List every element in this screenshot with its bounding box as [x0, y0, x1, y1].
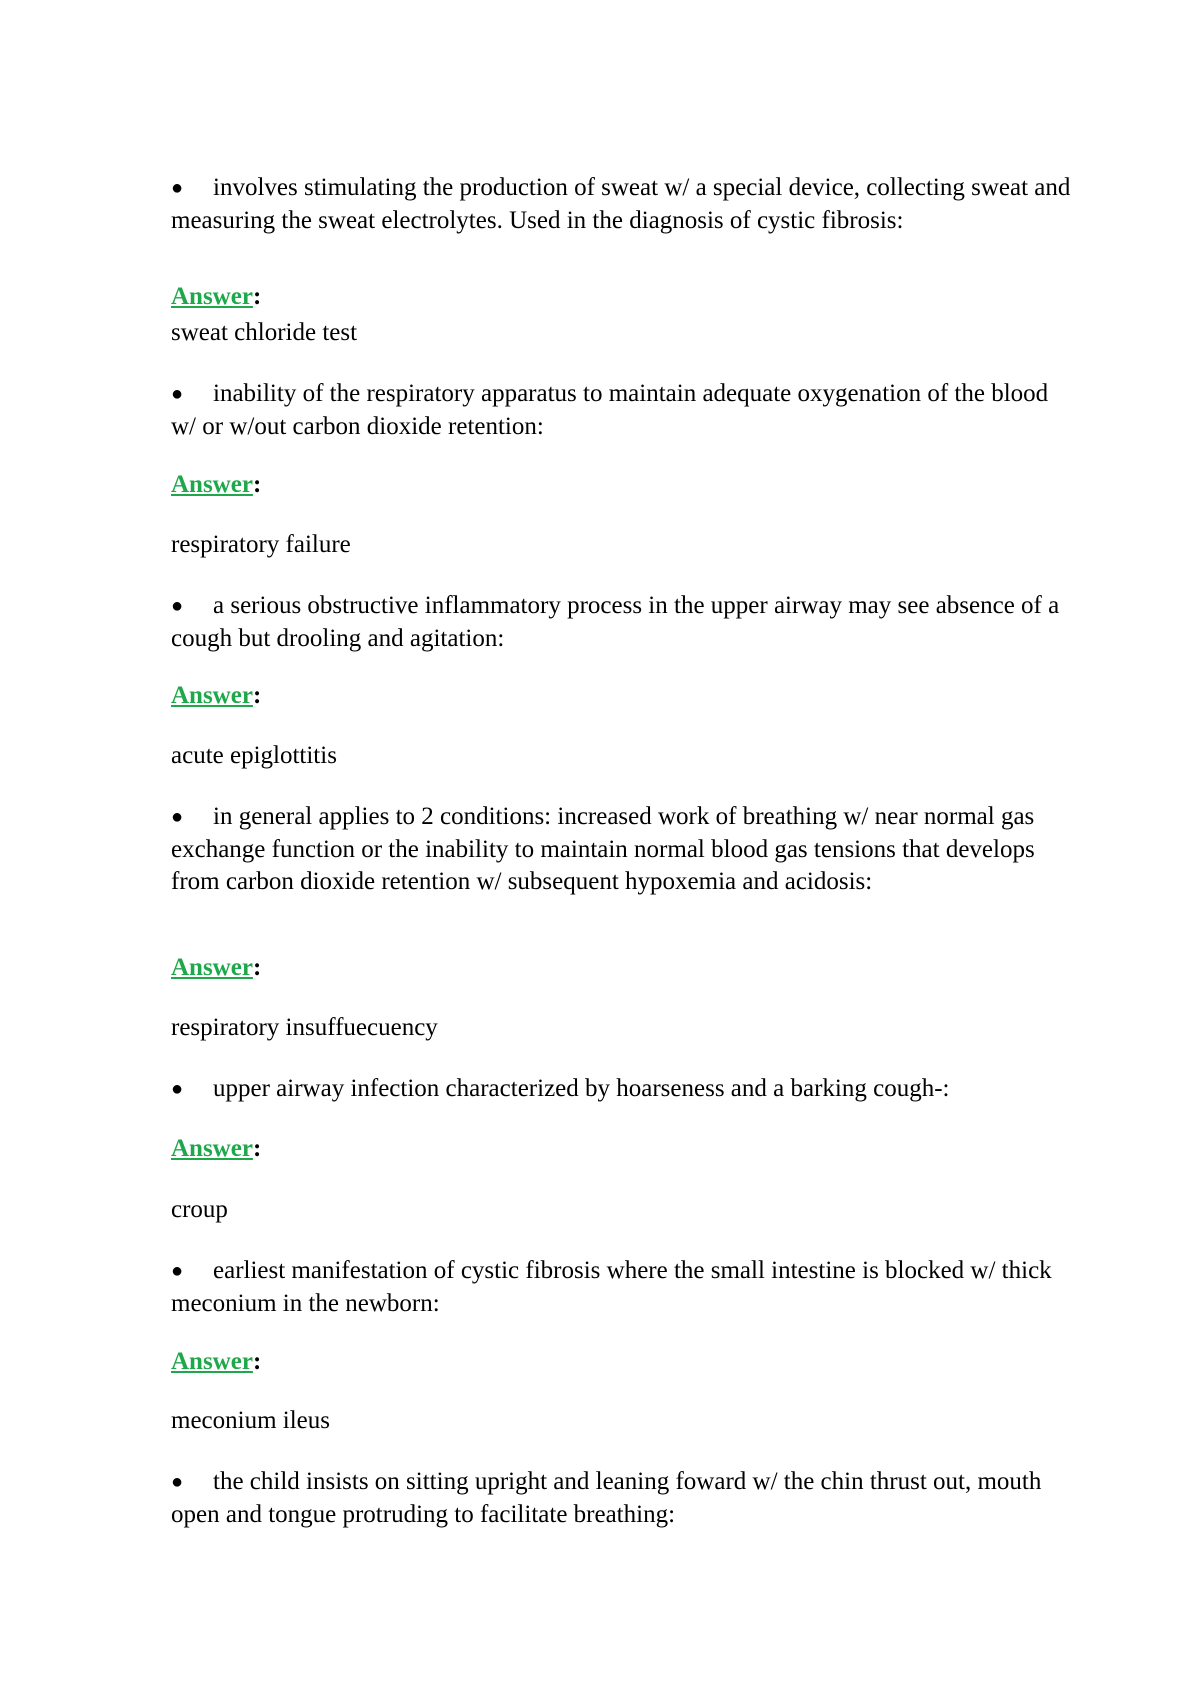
- question-text: ● earliest manifestation of cystic fibrosis where the small intestine is blocked w/ thick meconium in the newborn:: [171, 1257, 1052, 1317]
- answer-label-row: Answer:: [171, 471, 262, 498]
- answer-row: [171, 1012, 1071, 1044]
- qa-item: [171, 801, 1071, 899]
- answer-row: [171, 317, 1071, 349]
- answer-text: respiratory failure: [171, 531, 351, 558]
- answer-text: acute epiglottitis: [171, 742, 337, 769]
- answer-row: [171, 740, 1071, 772]
- answer-row: [171, 1194, 1071, 1226]
- answer-label: Answer: [171, 682, 253, 709]
- bullet-icon: ●: [171, 1471, 184, 1493]
- qa-item: [171, 1466, 1071, 1531]
- answer-label-row: Answer:: [171, 1348, 262, 1375]
- question-text: ● the child insists on sitting upright and leaning foward w/ the chin thrust out, mouth open and tongue protruding to facilitate breathing:: [171, 1468, 1042, 1528]
- answer-label: Answer: [171, 1348, 253, 1375]
- bullet-icon: ●: [171, 595, 184, 617]
- answer-label: Answer: [171, 1135, 253, 1162]
- bullet-icon: ●: [171, 383, 184, 405]
- question-text: ● a serious obstructive inflammatory process in the upper airway may see absence of a cough but drooling and agitation:: [171, 592, 1060, 652]
- question-text: ● upper airway infection characterized by hoarseness and a barking cough-:: [171, 1073, 1071, 1106]
- qa-item: [171, 590, 1071, 655]
- answer-row: [171, 529, 1071, 561]
- answer-text: croup: [171, 1196, 228, 1223]
- qa-item: [171, 172, 1071, 237]
- answer-label-row: Answer:: [171, 682, 262, 709]
- answer-text: respiratory insuffuecuency: [171, 1014, 438, 1041]
- answer-text: sweat chloride test: [171, 319, 358, 346]
- answer-label-row: Answer:: [171, 1135, 262, 1162]
- bullet-icon: ●: [171, 1260, 184, 1282]
- bullet-icon: ●: [171, 1078, 184, 1100]
- answer-label: Answer: [171, 954, 253, 981]
- question-text: ● in general applies to 2 conditions: increased work of breathing w/ near normal gas exchange function or the inability to maintain normal blood gas tensions that develops from carbon dioxide retention w/ subsequent hypoxemia and acidosis:: [171, 803, 1035, 895]
- answer-label-row: Answer:: [171, 954, 262, 981]
- answer-label: Answer: [171, 283, 253, 310]
- qa-item: [171, 378, 1071, 443]
- bullet-icon: ●: [171, 177, 184, 199]
- answer-label-row: Answer:: [171, 283, 262, 310]
- qa-item: [171, 1255, 1071, 1320]
- bullet-icon: ●: [171, 806, 184, 828]
- answer-label: Answer: [171, 471, 253, 498]
- qa-item: [171, 1073, 1071, 1106]
- answer-row: [171, 1405, 1071, 1437]
- answer-text: meconium ileus: [171, 1407, 330, 1434]
- question-text: ● inability of the respiratory apparatus to maintain adequate oxygenation of the blood w/ or w/out carbon dioxide retention:: [171, 380, 1049, 440]
- question-text: ● involves stimulating the production of sweat w/ a special device, collecting sweat and measuring the sweat electrolytes. Used in the diagnosis of cystic fibrosis:: [171, 174, 1071, 234]
